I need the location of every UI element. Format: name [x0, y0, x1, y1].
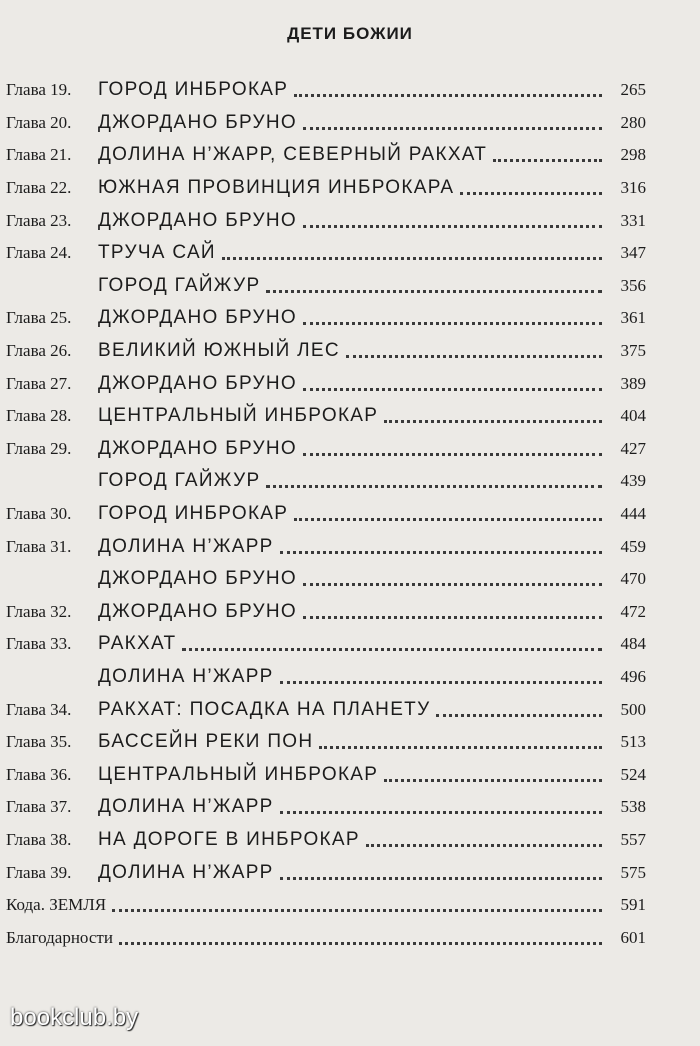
- toc-entry: [6, 400, 646, 433]
- chapter-title: ГОРОД ИНБРОКАР: [98, 503, 289, 525]
- toc-entry: [6, 335, 646, 368]
- page-number: 427: [620, 438, 646, 458]
- chapter-number: Глава 19.: [6, 80, 72, 100]
- toc-entry: [6, 498, 646, 531]
- chapter-title: ДОЛИНА Н’ЖАРР: [98, 665, 274, 687]
- toc-entry: [6, 465, 646, 498]
- toc-entry: [6, 824, 646, 857]
- toc-entry: [6, 563, 646, 596]
- page-number: 601: [620, 927, 646, 947]
- page-number: 439: [620, 471, 646, 491]
- dot-leader: [119, 941, 602, 945]
- dot-leader: [493, 158, 602, 162]
- chapter-title: ДЖОРДАНО БРУНО: [98, 307, 297, 329]
- chapter-number: Глава 34.: [6, 699, 72, 719]
- chapter-number: Глава 36.: [6, 764, 72, 784]
- page-number: 265: [620, 80, 646, 100]
- page-number: 361: [620, 308, 646, 328]
- toc-entry: [6, 661, 646, 694]
- page-number: 316: [620, 178, 646, 198]
- toc-entry: [6, 693, 646, 726]
- dot-leader: [280, 876, 602, 880]
- toc-entry: [6, 921, 646, 954]
- chapter-number: Глава 32.: [6, 601, 72, 621]
- chapter-number: Глава 39.: [6, 862, 72, 882]
- page-number: 557: [620, 829, 646, 849]
- page-number: 444: [620, 504, 646, 524]
- chapter-number: Глава 38.: [6, 829, 72, 849]
- chapter-title: ЮЖНАЯ ПРОВИНЦИЯ ИНБРОКАРА: [98, 177, 455, 199]
- page-number: 280: [620, 112, 646, 132]
- chapter-title: ГОРОД ГАЙЖУР: [98, 470, 261, 492]
- dot-leader: [280, 680, 602, 684]
- page-number: 356: [620, 275, 646, 295]
- chapter-title: ДОЛИНА Н’ЖАРР: [98, 861, 274, 883]
- chapter-title: Благодарности: [6, 927, 113, 947]
- chapter-number: Глава 23.: [6, 210, 72, 230]
- dot-leader: [303, 126, 602, 130]
- toc-entry: [6, 596, 646, 629]
- toc-entry: [6, 758, 646, 791]
- toc-entry: [6, 204, 646, 237]
- page-number: 538: [620, 797, 646, 817]
- chapter-title: ГОРОД ИНБРОКАР: [98, 79, 289, 101]
- chapter-number: Глава 26.: [6, 341, 72, 361]
- chapter-number: Глава 37.: [6, 797, 72, 817]
- dot-leader: [303, 224, 602, 228]
- dot-leader: [319, 745, 602, 749]
- dot-leader: [266, 484, 602, 488]
- chapter-number: Глава 21.: [6, 145, 72, 165]
- chapter-title: ЦЕНТРАЛЬНЫЙ ИНБРОКАР: [98, 763, 379, 785]
- dot-leader: [294, 93, 602, 97]
- dot-leader: [384, 778, 602, 782]
- page-number: 496: [620, 666, 646, 686]
- page-number: 298: [620, 145, 646, 165]
- table-of-contents: [6, 74, 646, 954]
- chapter-number: Глава 29.: [6, 438, 72, 458]
- dot-leader: [280, 810, 602, 814]
- chapter-title: ДЖОРДАНО БРУНО: [98, 111, 297, 133]
- chapter-title: ТРУЧА САЙ: [98, 242, 216, 264]
- page-number: 500: [620, 699, 646, 719]
- chapter-title: ГОРОД ГАЙЖУР: [98, 274, 261, 296]
- dot-leader: [303, 452, 602, 456]
- dot-leader: [303, 387, 602, 391]
- toc-entry: [6, 172, 646, 205]
- chapter-title: Кода. ЗЕМЛЯ: [6, 895, 107, 915]
- chapter-title: ДЖОРДАНО БРУНО: [98, 600, 297, 622]
- chapter-number: Глава 24.: [6, 243, 72, 263]
- chapter-title: ДОЛИНА Н’ЖАРР, СЕВЕРНЫЙ РАКХАТ: [98, 144, 488, 166]
- chapter-title: НА ДОРОГЕ В ИНБРОКАР: [98, 828, 360, 850]
- chapter-title: БАССЕЙН РЕКИ ПОН: [98, 731, 314, 753]
- page-number: 389: [620, 373, 646, 393]
- toc-entry: [6, 628, 646, 661]
- toc-entry: [6, 237, 646, 270]
- page-number: 472: [620, 601, 646, 621]
- toc-entry: [6, 791, 646, 824]
- chapter-title: РАКХАТ: [98, 633, 177, 655]
- dot-leader: [303, 321, 602, 325]
- dot-leader: [303, 615, 602, 619]
- chapter-number: Глава 35.: [6, 732, 72, 752]
- chapter-number: Глава 28.: [6, 406, 72, 426]
- toc-entry: [6, 302, 646, 335]
- dot-leader: [112, 908, 602, 912]
- page-title: ДЕТИ БОЖИИ: [287, 24, 413, 43]
- dot-leader: [266, 289, 602, 293]
- chapter-title: ДОЛИНА Н’ЖАРР: [98, 535, 274, 557]
- chapter-number: Глава 27.: [6, 373, 72, 393]
- dot-leader: [436, 713, 602, 717]
- page-number: 513: [620, 732, 646, 752]
- toc-entry: [6, 530, 646, 563]
- dot-leader: [182, 647, 602, 651]
- toc-entry: [6, 856, 646, 889]
- dot-leader: [294, 517, 602, 521]
- dot-leader: [460, 191, 602, 195]
- chapter-title: ДЖОРДАНО БРУНО: [98, 209, 297, 231]
- page-number: 347: [620, 243, 646, 263]
- chapter-number: Глава 30.: [6, 504, 72, 524]
- page-number: 470: [620, 569, 646, 589]
- chapter-number: Глава 33.: [6, 634, 72, 654]
- dot-leader: [303, 582, 602, 586]
- dot-leader: [346, 354, 602, 358]
- toc-entry: [6, 889, 646, 922]
- dot-leader: [280, 550, 602, 554]
- page-number: 591: [620, 895, 646, 915]
- chapter-number: Глава 31.: [6, 536, 72, 556]
- toc-entry: [6, 367, 646, 400]
- dot-leader: [366, 843, 602, 847]
- chapter-number: Глава 22.: [6, 178, 72, 198]
- dot-leader: [222, 256, 602, 260]
- chapter-title: РАКХАТ: ПОСАДКА НА ПЛАНЕТУ: [98, 698, 431, 720]
- chapter-title: ДЖОРДАНО БРУНО: [98, 568, 297, 590]
- page-number: 459: [620, 536, 646, 556]
- chapter-number: Глава 25.: [6, 308, 72, 328]
- toc-entry: [6, 270, 646, 303]
- page-number: 575: [620, 862, 646, 882]
- chapter-number: Глава 20.: [6, 112, 72, 132]
- chapter-title: ЦЕНТРАЛЬНЫЙ ИНБРОКАР: [98, 405, 379, 427]
- toc-entry: [6, 74, 646, 107]
- toc-entry: [6, 107, 646, 140]
- toc-entry: [6, 139, 646, 172]
- page-number: 375: [620, 341, 646, 361]
- page-number: 331: [620, 210, 646, 230]
- chapter-title: ДЖОРДАНО БРУНО: [98, 372, 297, 394]
- page-number: 484: [620, 634, 646, 654]
- chapter-title: ВЕЛИКИЙ ЮЖНЫЙ ЛЕС: [98, 340, 340, 362]
- toc-entry: [6, 433, 646, 466]
- page-number: 404: [620, 406, 646, 426]
- page-number: 524: [620, 764, 646, 784]
- toc-entry: [6, 726, 646, 759]
- chapter-title: ДЖОРДАНО БРУНО: [98, 437, 297, 459]
- watermark: bookclub.by: [10, 1004, 139, 1031]
- dot-leader: [384, 419, 602, 423]
- chapter-title: ДОЛИНА Н’ЖАРР: [98, 796, 274, 818]
